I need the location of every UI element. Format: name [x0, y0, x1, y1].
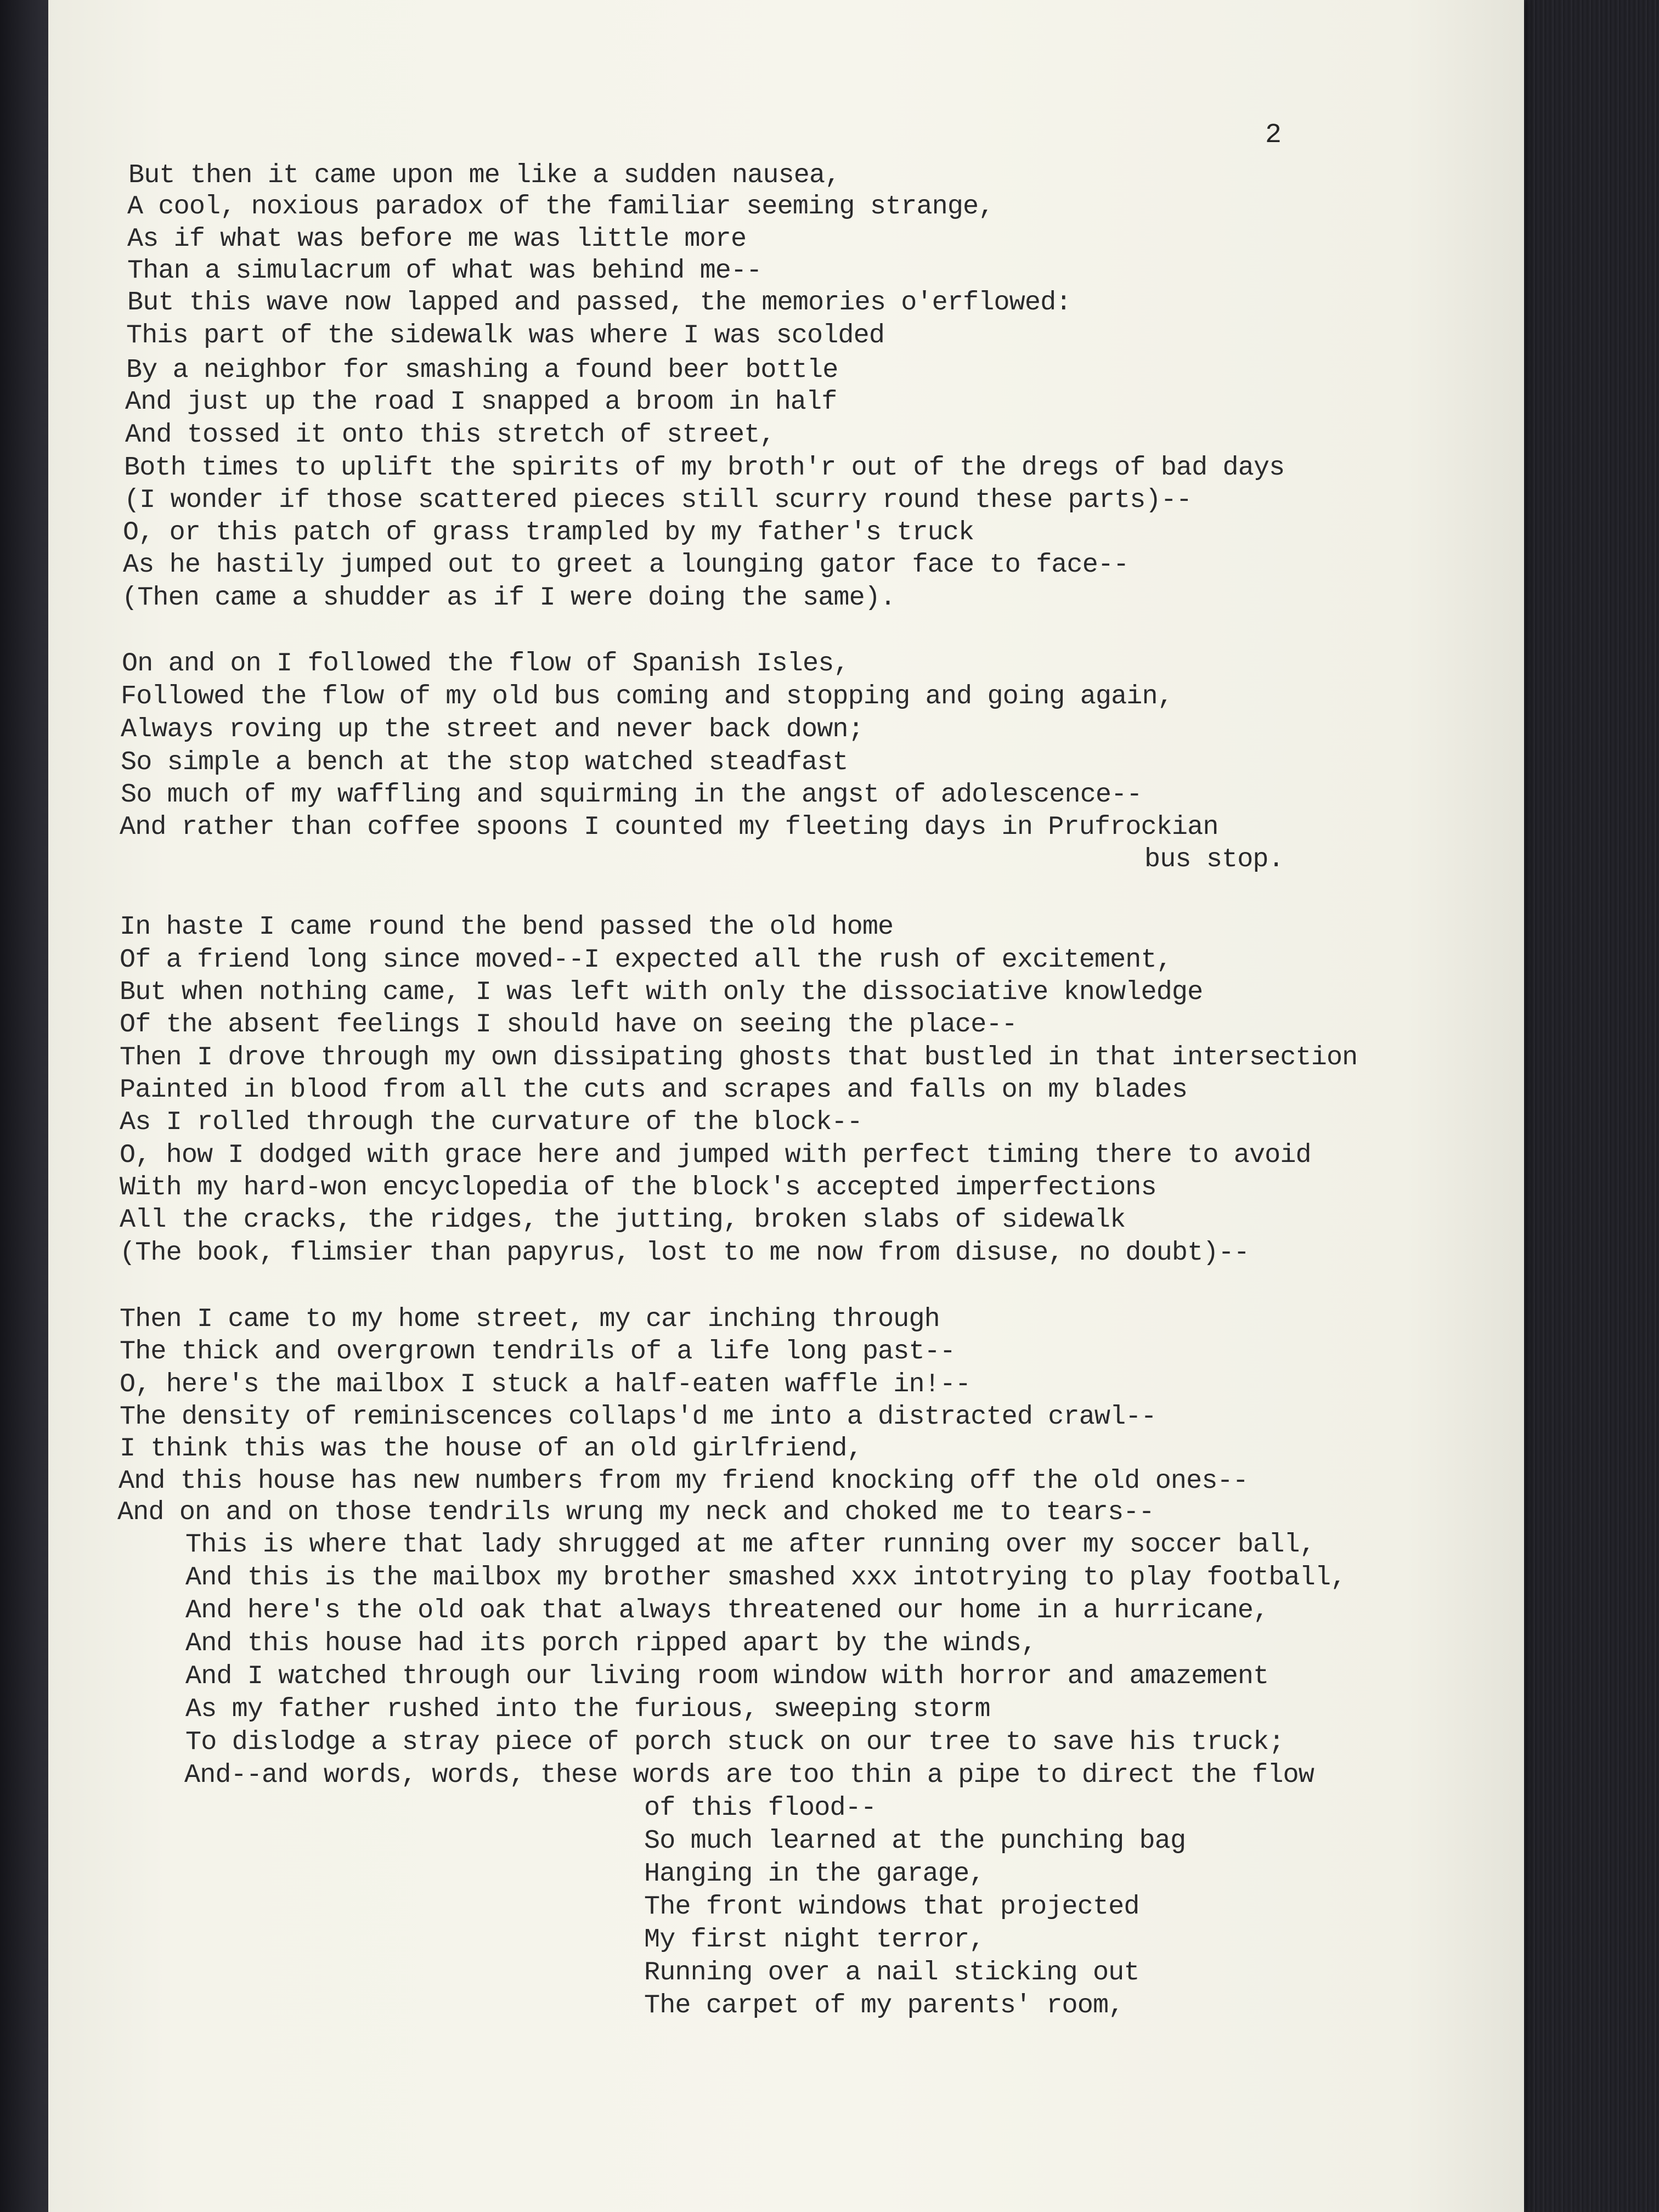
poem-line: And tossed it onto this stretch of street, — [125, 420, 775, 450]
poem-line: The carpet of my parents' room, — [644, 1990, 1124, 2021]
poem-line: But this wave now lapped and passed, the memories o'erflowed: — [127, 287, 1071, 318]
poem-line: Followed the flow of my old bus coming and stopping and going again, — [121, 681, 1173, 712]
poem-line: Always roving up the street and never back down; — [121, 714, 864, 744]
poem-line: of this flood-- — [644, 1793, 877, 1823]
poem-line: The front windows that projected — [644, 1892, 1139, 1922]
poem-line: The density of reminiscences collaps'd me into a distracted crawl-- — [120, 1402, 1156, 1432]
poem-line: To dislodge a stray piece of porch stuck on our tree to save his truck; — [185, 1727, 1284, 1757]
poem-line: The thick and overgrown tendrils of a life long past-- — [120, 1336, 956, 1367]
poem-line: O, here's the mailbox I stuck a half-eaten waffle in!-- — [120, 1369, 971, 1400]
poem-line: With my hard-won encyclopedia of the block's accepted imperfections — [120, 1172, 1156, 1203]
poem-line: Of the absent feelings I should have on seeing the place-- — [120, 1009, 1017, 1040]
poem-line: bus stop. — [1144, 844, 1284, 874]
typewritten-page — [48, 0, 1524, 2212]
poem-line: And on and on those tendrils wrung my neck and choked me to tears-- — [117, 1497, 1154, 1527]
poem-line: As my father rushed into the furious, sweeping storm — [185, 1694, 990, 1724]
poem-line: On and on I followed the flow of Spanish Isles, — [122, 648, 849, 679]
poem-line: And this house had its porch ripped apart by the winds, — [185, 1628, 1037, 1658]
poem-line: As I rolled through the curvature of the block-- — [120, 1107, 862, 1137]
poem-line: Hanging in the garage, — [644, 1859, 985, 1889]
poem-line: Painted in blood from all the cuts and scrapes and falls on my blades — [120, 1075, 1188, 1105]
poem-line: Then I drove through my own dissipating ghosts that bustled in that intersection — [120, 1042, 1358, 1073]
poem-line: (The book, flimsier than papyrus, lost to me now from disuse, no doubt)-- — [120, 1238, 1249, 1268]
poem-line: This is where that lady shrugged at me after running over my soccer ball, — [185, 1530, 1315, 1560]
page-number: 2 — [1265, 120, 1282, 151]
poem-line: (Then came a shudder as if I were doing the same). — [122, 583, 896, 613]
poem-line: As he hastily jumped out to greet a lounging gator face to face-- — [123, 550, 1129, 580]
poem-line: In haste I came round the bend passed the old home — [120, 912, 894, 942]
poem-line: O, or this patch of grass trampled by my father's truck — [123, 517, 974, 548]
poem-line: Than a simulacrum of what was behind me-- — [127, 256, 762, 286]
poem-line: This part of the sidewalk was where I was scolded — [126, 320, 885, 351]
poem-line: And just up the road I snapped a broom in half — [125, 387, 837, 417]
poem-line: All the cracks, the ridges, the jutting, broken slabs of sidewalk — [120, 1205, 1126, 1235]
desk-surface-left — [0, 0, 52, 2212]
poem-line: But when nothing came, I was left with only the dissociative knowledge — [120, 977, 1203, 1007]
poem-line: And I watched through our living room window with horror and amazement — [185, 1661, 1269, 1691]
poem-line: And this is the mailbox my brother smashed xxx intotrying to play football, — [185, 1562, 1346, 1593]
poem-line: O, how I dodged with grace here and jumped with perfect timing there to avoid — [120, 1140, 1311, 1170]
poem-line: By a neighbor for smashing a found beer bottle — [126, 355, 838, 385]
poem-line: As if what was before me was little more — [127, 224, 747, 254]
poem-line: (I wonder if those scattered pieces still scurry round these parts)-- — [124, 485, 1192, 515]
poem-line: So much of my waffling and squirming in the angst of adolescence-- — [121, 780, 1142, 810]
poem-line: A cool, noxious paradox of the familiar seeming strange, — [127, 191, 994, 222]
poem-line: And this house has new numbers from my friend knocking off the old ones-- — [119, 1466, 1248, 1496]
poem-line: So much learned at the punching bag — [644, 1826, 1186, 1856]
poem-line: And here's the old oak that always threatened our home in a hurricane, — [185, 1595, 1269, 1626]
desk-surface-right — [1516, 0, 1659, 2212]
poem-line: And--and words, words, these words are too thin a pipe to direct the flow — [184, 1760, 1314, 1790]
poem-line: My first night terror, — [644, 1925, 985, 1955]
poem-line: I think this was the house of an old girlfriend, — [120, 1434, 862, 1464]
poem-line: And rather than coffee spoons I counted my fleeting days in Prufrockian — [120, 812, 1218, 842]
poem-line: So simple a bench at the stop watched steadfast — [121, 747, 848, 777]
poem-line: But then it came upon me like a sudden nausea, — [128, 160, 840, 190]
poem-line: Both times to uplift the spirits of my broth'r out of the dregs of bad days — [124, 453, 1285, 483]
poem-line: Then I came to my home street, my car inching through — [120, 1304, 940, 1334]
poem-line: Of a friend long since moved--I expected all the rush of excitement, — [120, 945, 1172, 975]
poem-line: Running over a nail sticking out — [644, 1957, 1139, 1988]
